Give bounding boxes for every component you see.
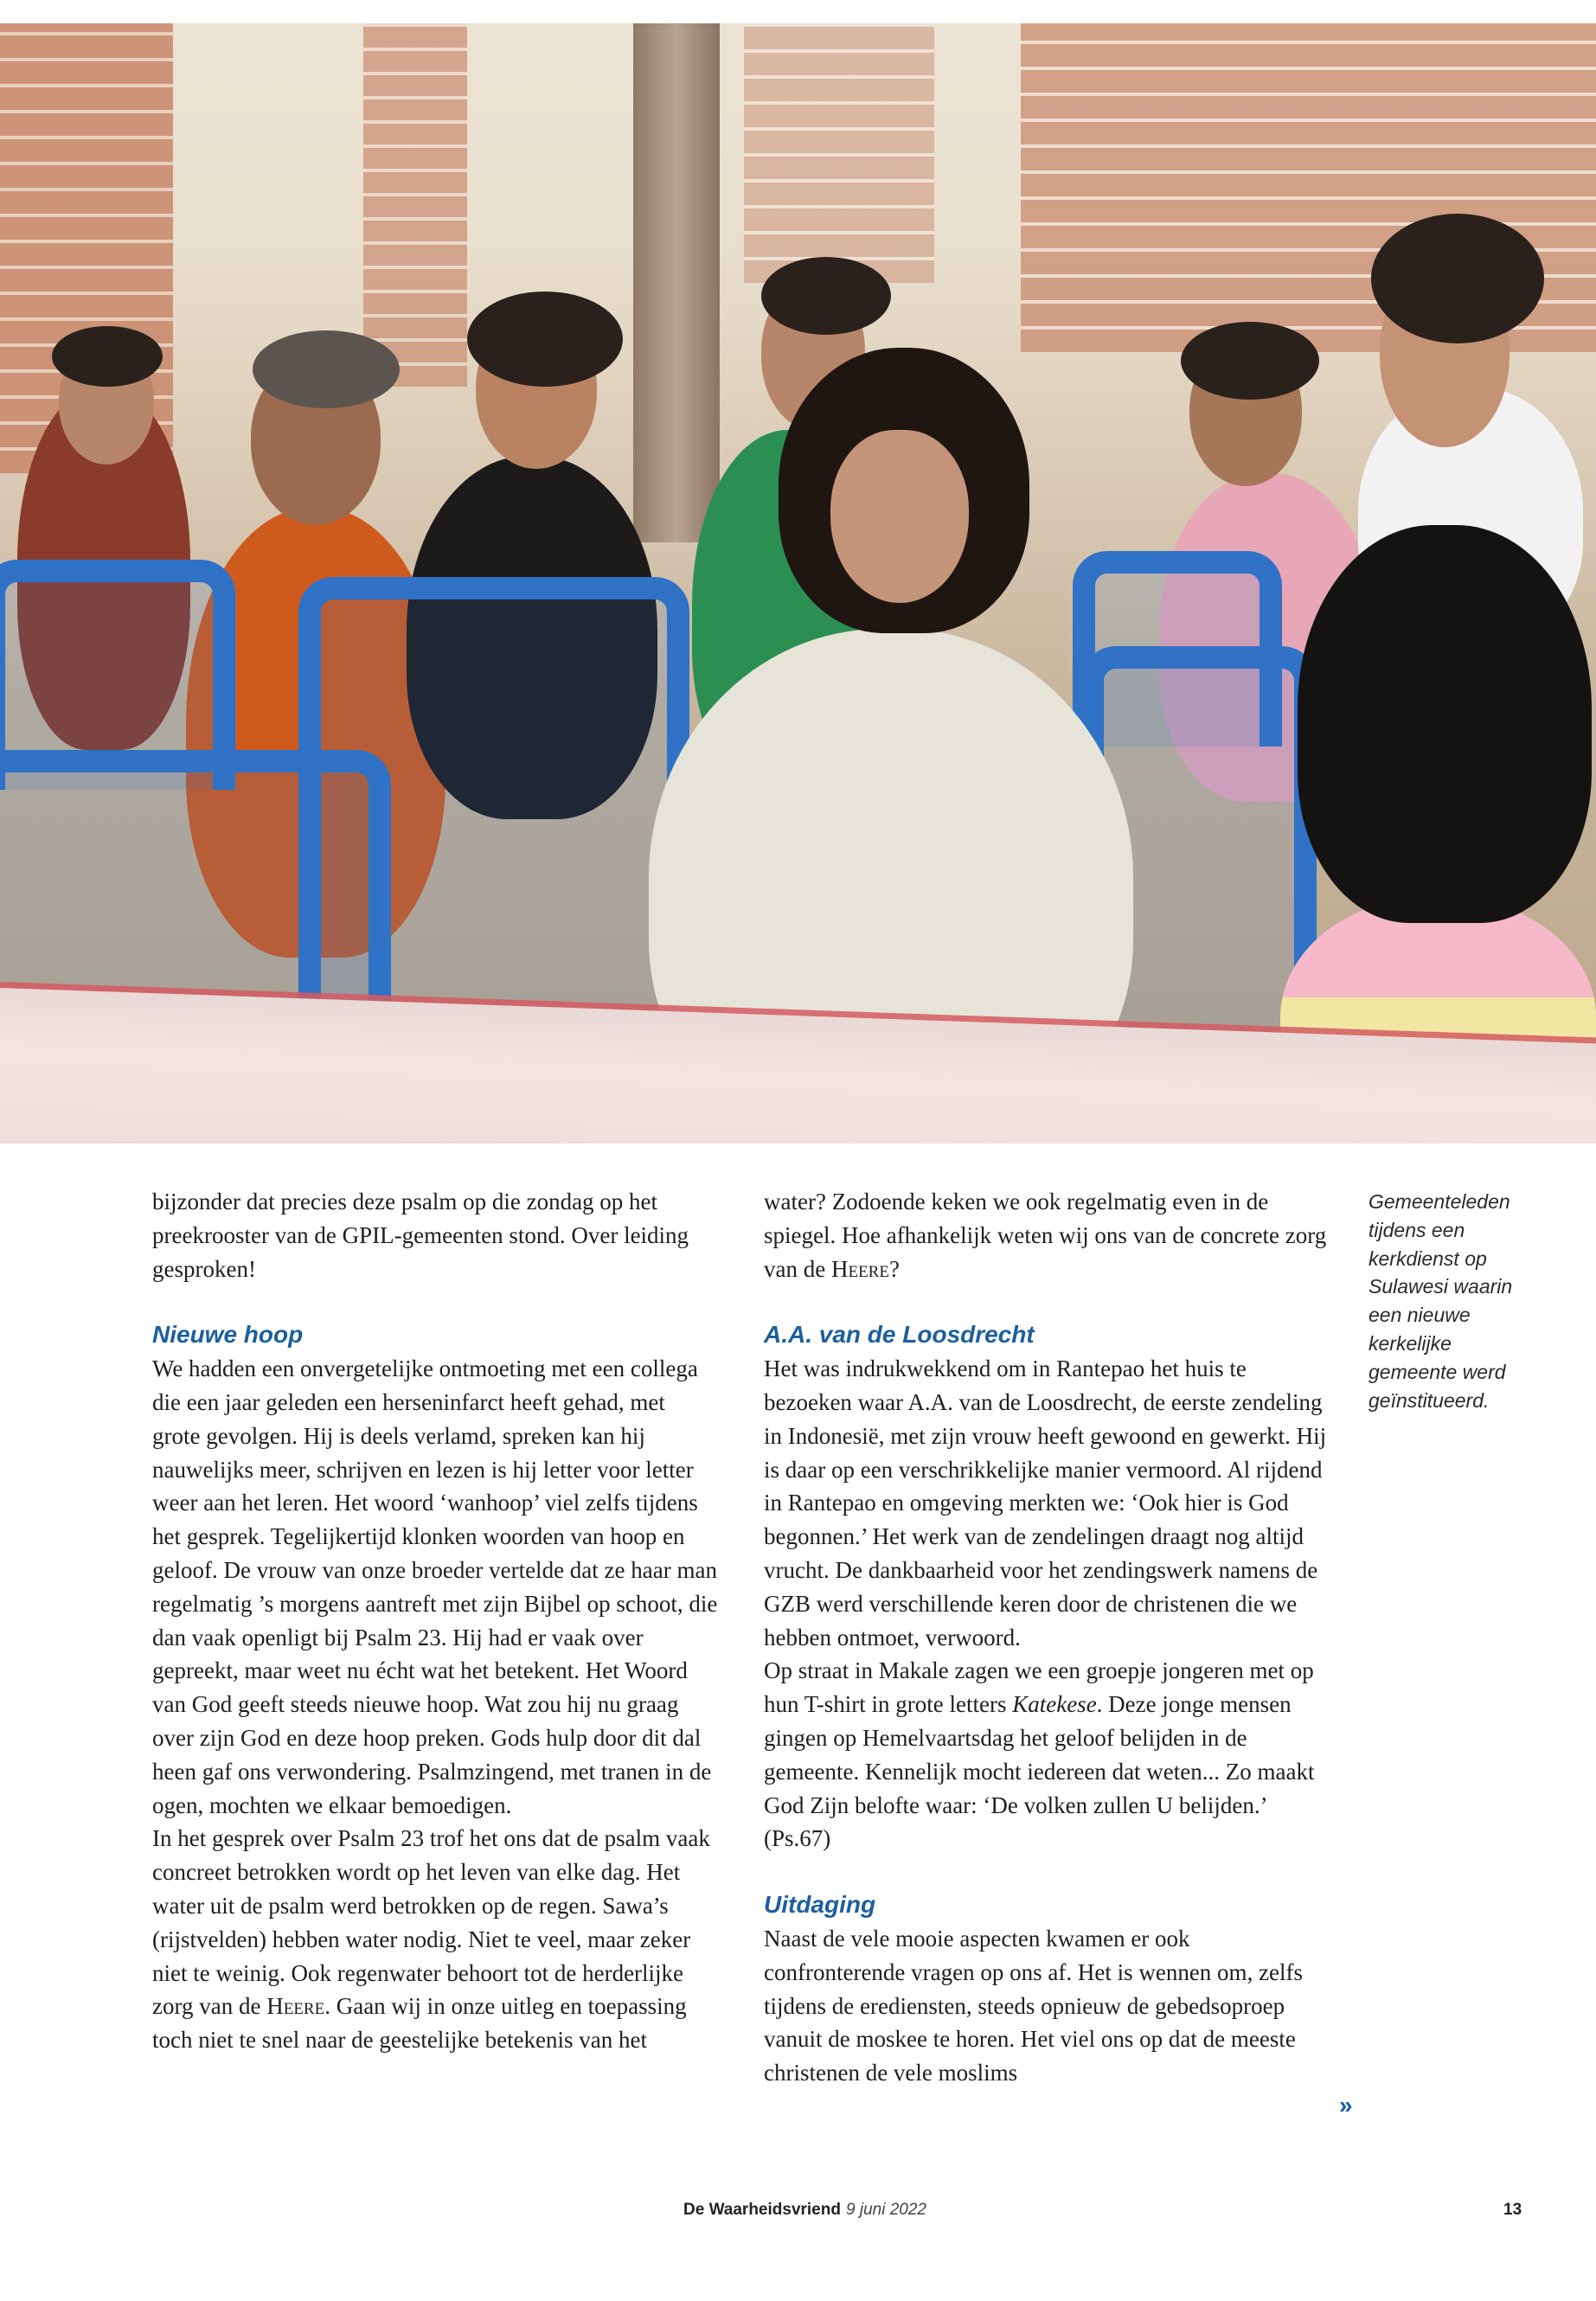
issue-date: 9 juni 2022 bbox=[846, 2201, 926, 2219]
paragraph: Het was indrukwekkend om in Rantepao het huis te bezoeken waar A.A. van de Loosdrecht, de eerste zendeling in Indonesië, met zijn vrouw heeft gewoond en gewerkt. Hij is daar op een verschrikkelijke manier vermoord. Al rijdend in Rantepao en omgeving merkten we: ‘Ook hier is God begonnen.’ Het werk van de zendelingen draagt nog altijd vrucht. De dankbaarheid voor het zendingswerk namens de GZB werd verschillende keren door de christenen die we hebben ontmoet, verwoord. bbox=[764, 1356, 1327, 1650]
paragraph: bijzonder dat precies deze psalm op die zondag op het preekrooster van de GPIL-gemeenten stond. Over leiding gesproken! bbox=[152, 1189, 689, 1282]
paragraph: We hadden een onvergetelijke ontmoeting met een collega die een jaar geleden een herseninfarct heeft gehad, met grote gevolgen. Hij is deels verlamd, spreken kan hij nauwelijks meer, schrijven en lezen is hij letter voor letter weer aan het leren. Het woord ‘wanhoop’ viel zelfs tijdens het gesprek. Tegelijkertijd klonken woorden van hoop en geloof. De vrouw van onze broeder vertelde dat ze haar man regelmatig ’s morgens aantreft met zijn Bijbel op schoot, die dan vaak openligt bij Psalm 23. Hij had er vaak over gepreekt, maar weet nu écht wat het betekent. Het Woord van God geeft steeds nieuwe hoop. Wat zou hij nu graag over zijn God en deze hoop preken. Gods hulp door dit dal heen gaf ons verwondering. Psalmzingend, met tranen in de ogen, mochten we elkaar bemoedigen. bbox=[152, 1356, 718, 1818]
brick-wall-center bbox=[744, 23, 934, 283]
text-column-1 bbox=[152, 1185, 719, 2057]
paragraph: Op straat in Makale zagen we een groepje jongeren met op hun T-shirt in grote letters Katekese. Deze jonge mensen gingen op Hemelvaartsdag het geloof belijden in de gemeente. Kennelijk mocht iedereen dat weten... Zo maakt God Zijn belofte waar: ‘De volken zullen U belijden.’ (Ps.67) bbox=[764, 1657, 1315, 1852]
church-service-photo bbox=[0, 23, 1596, 1144]
page-footer bbox=[0, 2201, 1596, 2227]
publication-name: De Waarheidsvriend bbox=[683, 2201, 841, 2219]
section-heading-nieuwe-hoop: Nieuwe hoop bbox=[152, 1321, 304, 1349]
emphasis-katekese: Katekese bbox=[1012, 1691, 1097, 1718]
paragraph: In het gesprek over Psalm 23 trof het ons dat de psalm vaak concreet betrokken wordt op het leven van elke dag. Het water uit de psalm werd betrokken op de regen. Sawa’s (rijstvelden) hebben water nodig. Niet te veel, maar zeker niet te weinig. Ook regenwater behoort tot de herderlijke zorg van de Heere. Gaan wij in onze uitleg en toepassing toch niet te snel naar de geestelijke betekenis van het bbox=[152, 1825, 710, 2054]
small-caps-heere: Heere bbox=[830, 1255, 889, 1282]
text-column-2 bbox=[764, 1185, 1335, 2090]
paragraph: water? Zodoende keken we ook regelmatig even in de spiegel. Hoe afhankelijk weten wij ons van de concrete zorg van de Heere? bbox=[764, 1189, 1327, 1282]
section-heading-uitdaging: Uitdaging bbox=[764, 1891, 876, 1919]
section-heading-loosdrecht: A.A. van de Loosdrecht bbox=[764, 1321, 1035, 1349]
page-number: 13 bbox=[1503, 2201, 1522, 2219]
photo-caption: Gemeenteleden tijdens een kerkdienst op Sulawesi waarin een nieuwe kerkelijke gemeente werd geïnstitueerd. bbox=[1368, 1190, 1513, 1412]
wooden-post bbox=[633, 23, 720, 542]
continue-marker: » bbox=[1339, 2092, 1353, 2118]
brick-wall-mid bbox=[363, 23, 467, 387]
small-caps-heere: Heere bbox=[266, 1993, 325, 2020]
paragraph: Naast de vele mooie aspecten kwamen er ook confronterende vragen op ons af. Het is wennen om, zelfs tijdens de erediensten, steeds opnieuw de gebedsoproep vanuit de moskee te horen. Het viel ons op dat de meeste christenen de vele moslims bbox=[764, 1925, 1304, 2086]
